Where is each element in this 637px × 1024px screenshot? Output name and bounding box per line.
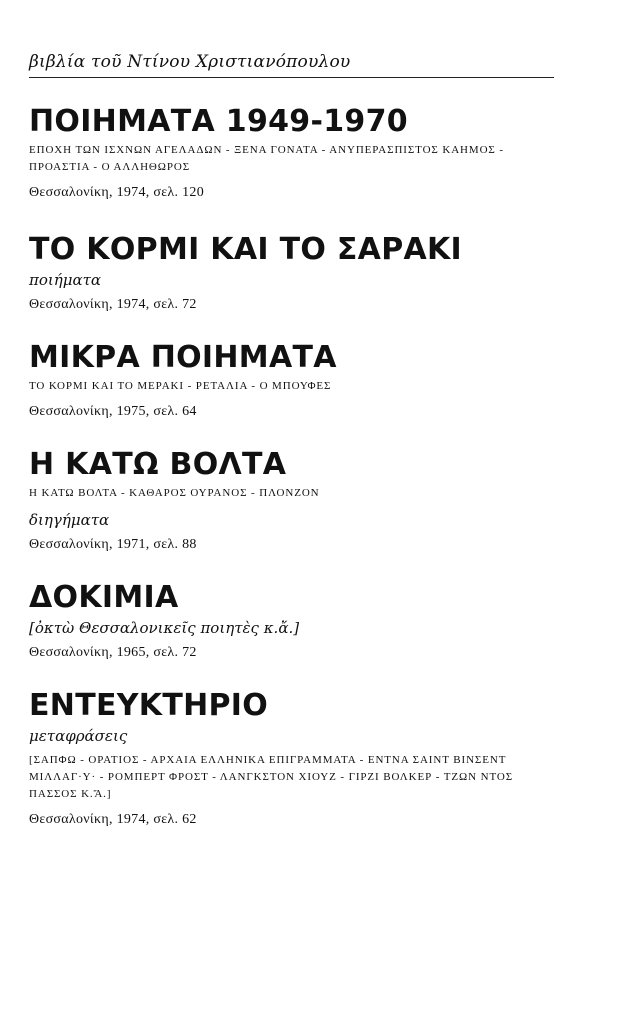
book-entry xyxy=(29,580,554,662)
book-title: ΤΟ ΚΟΡΜΙ ΚΑΙ ΤΟ ΣΑΡΑΚΙ xyxy=(29,232,463,267)
book-title: ΕΝΤΕΥΚΤΗΡΙΟ xyxy=(29,688,269,723)
book-title: ΔΟΚΙΜΙΑ xyxy=(29,580,179,615)
book-entry xyxy=(29,688,554,829)
book-entry xyxy=(29,340,554,421)
book-contents: Η ΚΑΤΩ ΒΟΛΤΑ - ΚΑΘΑΡΟΣ ΟΥΡΑΝΟΣ - ΠΛΟΝΖΟΝ xyxy=(29,487,320,499)
book-contents: ΕΠΟΧΗ ΤΩΝ ΙΣΧΝΩΝ ΑΓΕΛΑΔΩΝ - ΞΕΝΑ ΓΟΝΑΤΑ - ΑΝΥΠΕΡΑΣΠΙΣΤΟΣ ΚΑΗΜΟΣ - ΠΡΟΑΣΤΙΑ - Ο ΑΛΛΗΘΩΡΟΣ xyxy=(29,144,504,173)
book-entry xyxy=(29,447,554,554)
book-title: Η ΚΑΤΩ ΒΟΛΤΑ xyxy=(29,447,287,482)
book-publication: Θεσσαλονίκη, 1974, σελ. 62 xyxy=(29,812,197,827)
book-subtitle: διηγήματα xyxy=(29,511,110,529)
book-contents: [ΣΑΠΦΩ - ΟΡΑΤΙΟΣ - ΑΡΧΑΙΑ ΕΛΛΗΝΙΚΑ ΕΠΙΓΡΑΜΜΑΤΑ - ΕΝΤΝΑ ΣΑΙΝΤ ΒΙΝΣΕΝΤ ΜΙΛΛΑΓ·Υ· - ΡΟΜΠΕΡΤ ΦΡΟΣΤ - ΛΑΝΓΚΣΤΟΝ ΧΙΟΥΖ - ΓΙΡΖΙ ΒΟΛΚΕΡ - ΤΖΩΝ ΝΤΟΣ ΠΑΣΣΟΣ Κ.Ἄ.] xyxy=(29,754,514,800)
book-list-page xyxy=(29,52,554,849)
book-contents: ΤΟ ΚΟΡΜΙ ΚΑΙ ΤΟ ΜΕΡΑΚΙ - ΡΕΤΑΛΙΑ - Ο ΜΠΟΥΦΕΣ xyxy=(29,380,332,392)
book-publication: Θεσσαλονίκη, 1974, σελ. 72 xyxy=(29,297,197,312)
book-subtitle: μεταφράσεις xyxy=(29,727,128,745)
book-entry xyxy=(29,232,554,314)
page-header: βιβλία τοῦ Ντίνου Χριστιανόπουλου xyxy=(29,52,554,78)
book-entry xyxy=(29,104,554,202)
book-publication: Θεσσαλονίκη, 1974, σελ. 120 xyxy=(29,185,204,200)
book-subtitle: [ὀκτὼ Θεσσαλονικεῖς ποιητὲς κ.ἄ.] xyxy=(29,619,300,637)
book-title: ΠΟΙΗΜΑΤΑ 1949-1970 xyxy=(29,104,408,139)
book-publication: Θεσσαλονίκη, 1975, σελ. 64 xyxy=(29,404,197,419)
book-publication: Θεσσαλονίκη, 1965, σελ. 72 xyxy=(29,645,197,660)
book-title: ΜΙΚΡΑ ΠΟΙΗΜΑΤΑ xyxy=(29,340,337,375)
book-subtitle: ποιήματα xyxy=(29,271,102,289)
book-publication: Θεσσαλονίκη, 1971, σελ. 88 xyxy=(29,537,197,552)
